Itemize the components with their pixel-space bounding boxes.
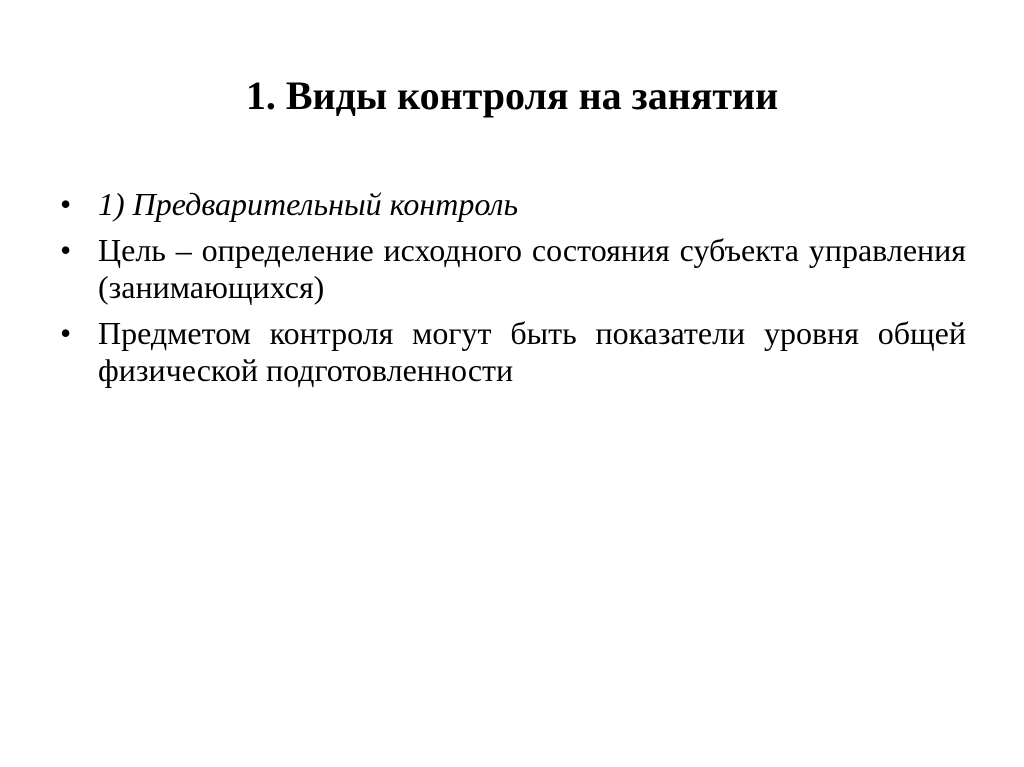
bullet-icon: • <box>60 232 72 268</box>
list-item <box>60 186 966 223</box>
bullet-icon: • <box>60 186 72 222</box>
list-item <box>60 315 966 389</box>
bullet-text: Цель – определение исходного состояния субъекта управления (занимающихся) <box>98 232 966 305</box>
list-item <box>60 232 966 306</box>
bullet-icon: • <box>60 315 72 351</box>
bullet-list <box>60 186 966 398</box>
bullet-text: Предметом контроля могут быть показатели уровня общей физической подготовленности <box>98 315 966 388</box>
slide-title: 1. Виды контроля на занятии <box>245 73 779 118</box>
bullet-text: 1) Предварительный контроль <box>98 186 519 222</box>
